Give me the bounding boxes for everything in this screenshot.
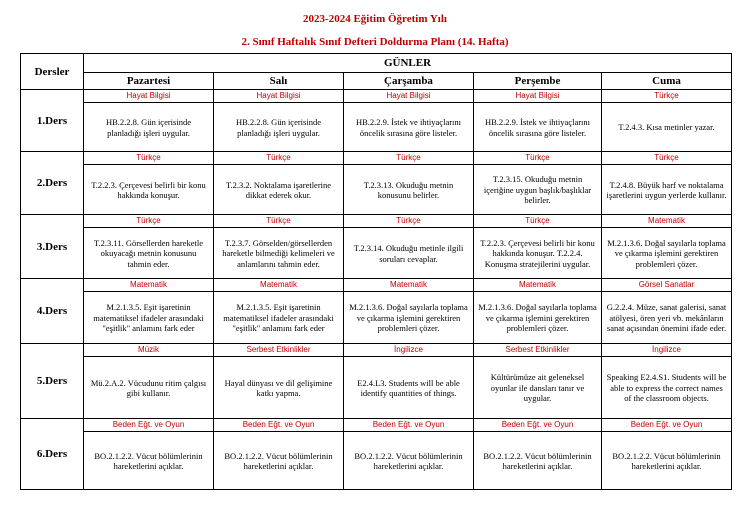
- lesson-row: [21, 419, 732, 490]
- achievement-text: M.2.1.3.5. Eşit işaretinin matematiksel ifadeler arasındaki "eşitlik" anlamını fark eder: [93, 302, 204, 334]
- subject-label: Türkçe: [474, 152, 601, 165]
- lesson-cell: [344, 419, 474, 490]
- achievement-text: T.2.4.3. Kısa metinler yazar.: [618, 122, 715, 133]
- subject-label: Türkçe: [84, 215, 213, 228]
- lesson-cell: [84, 279, 214, 344]
- subject-label: Türkçe: [602, 90, 731, 103]
- achievement-text: Kültürümüze ait geleneksel oyunlar ile dansları tanır ve uygular.: [490, 372, 585, 404]
- lesson-cell: [344, 90, 474, 152]
- lesson-cell: [84, 152, 214, 215]
- achievement-text: E2.4.L3. Students will be able identify quantities of things.: [357, 377, 460, 398]
- lesson-label: 2.Ders: [21, 152, 84, 215]
- lesson-row: [21, 90, 732, 152]
- lesson-cell: [344, 152, 474, 215]
- lesson-label: 4.Ders: [21, 279, 84, 344]
- page-subtitle: 2. Sınıf Haftalık Sınıf Defteri Doldurma Planı (14. Hafta): [241, 36, 509, 48]
- gunler-header: GÜNLER: [84, 54, 732, 73]
- subject-label: Beden Eğt. ve Oyun: [84, 419, 213, 432]
- achievement-text: M.2.1.3.6. Doğal sayılarla toplama ve çıkarma işlemini gerektiren problemleri çözer.: [478, 302, 597, 334]
- achievement-text: T.2.3.7. Görselden/görsellerden hareketle bilmediği kelimeleri ve anlamlarını tahmin eder.: [222, 237, 335, 269]
- lesson-cell: [474, 419, 602, 490]
- subject-label: Serbest Etkinlikler: [214, 344, 343, 357]
- lesson-cell: [602, 90, 732, 152]
- lesson-cell: [344, 215, 474, 279]
- lesson-row: [21, 344, 732, 419]
- day-header-cuma: Cuma: [602, 73, 732, 90]
- lesson-cell: [214, 279, 344, 344]
- subject-label: Beden Eğt. ve Oyun: [344, 419, 473, 432]
- subject-label: Türkçe: [344, 215, 473, 228]
- lesson-row: [21, 279, 732, 344]
- lesson-cell: [214, 419, 344, 490]
- achievement-text: Hayal dünyası ve dil gelişimine katkı yapma.: [224, 377, 333, 398]
- subject-label: Serbest Etkinlikler: [474, 344, 601, 357]
- day-header-carsamba: Çarşamba: [344, 73, 474, 90]
- lesson-row: [21, 152, 732, 215]
- subject-label: Matematik: [84, 279, 213, 292]
- lesson-cell: [474, 215, 602, 279]
- lesson-row: [21, 215, 732, 279]
- achievement-text: BO.2.1.2.2. Vücut bölümlerinin hareketlerini açıklar.: [94, 450, 203, 471]
- achievement-text: T.2.3.2. Noktalama işaretlerine dikkat ederek okur.: [225, 179, 332, 200]
- achievement-text: HB.2.2.8. Gün içerisinde planladığı işleri uygular.: [236, 117, 321, 138]
- achievement-text: T.2.3.11. Görsellerden hareketle okuyacağı metnin konusunu tahmin eder.: [93, 237, 204, 269]
- lesson-cell: [602, 419, 732, 490]
- lesson-cell: [214, 90, 344, 152]
- lesson-cell: [602, 279, 732, 344]
- lesson-cell: [474, 344, 602, 419]
- achievement-text: Mü.2.A.2. Vücudunu ritim çalgısı gibi kullanır.: [90, 377, 207, 398]
- subject-label: Türkçe: [602, 152, 731, 165]
- achievement-text: M.2.1.3.5. Eşit işaretinin matematiksel ifadeler arasındaki "eşitlik" anlamını fark eder: [223, 302, 334, 334]
- subject-label: Türkçe: [474, 215, 601, 228]
- subject-label: Hayat Bilgisi: [474, 90, 601, 103]
- subject-label: Beden Eğt. ve Oyun: [214, 419, 343, 432]
- lesson-cell: [344, 344, 474, 419]
- day-header-persembe: Perşembe: [474, 73, 602, 90]
- lesson-cell: [84, 419, 214, 490]
- achievement-text: G.2.2.4. Müze, sanat galerisi, sanat atölyesi, ören yeri vb. mekânların sanat açısından önemini ifade eder.: [606, 302, 727, 334]
- subject-label: Görsel Sanatlar: [602, 279, 731, 292]
- subject-label: Türkçe: [344, 152, 473, 165]
- day-header-sali: Salı: [214, 73, 344, 90]
- achievement-text: HB.2.2.8. Gün içerisinde planladığı işleri uygular.: [106, 117, 191, 138]
- subject-label: Beden Eğt. ve Oyun: [602, 419, 731, 432]
- lesson-cell: [474, 152, 602, 215]
- subject-label: Hayat Bilgisi: [344, 90, 473, 103]
- subject-label: Hayat Bilgisi: [214, 90, 343, 103]
- achievement-text: T.2.3.15. Okuduğu metnin içeriğine uygun başlık/başlıklar belirler.: [483, 174, 592, 206]
- achievement-text: BO.2.1.2.2. Vücut bölümlerinin hareketlerini açıklar.: [224, 450, 333, 471]
- lesson-cell: [602, 215, 732, 279]
- day-header-pazartesi: Pazartesi: [84, 73, 214, 90]
- achievement-text: T.2.4.8. Büyük harf ve noktalama işaretlerini uygun yerlerde kullanır.: [606, 179, 727, 200]
- subject-label: Matematik: [602, 215, 731, 228]
- lesson-label: 6.Ders: [21, 419, 84, 490]
- subject-label: İngilizce: [602, 344, 731, 357]
- lesson-cell: [214, 215, 344, 279]
- achievement-text: T.2.3.13. Okuduğu metnin konusunu belirler.: [363, 179, 454, 200]
- achievement-text: BO.2.1.2.2. Vücut bölümlerinin hareketlerini açıklar.: [354, 450, 463, 471]
- achievement-text: HB.2.2.9. İstek ve ihtiyaçlarını öncelik sırasına göre listeler.: [355, 117, 462, 138]
- lesson-label: 3.Ders: [21, 215, 84, 279]
- subject-label: İngilizce: [344, 344, 473, 357]
- achievement-text: BO.2.1.2.2. Vücut bölümlerinin hareketlerini açıklar.: [612, 450, 721, 471]
- page-title: 2023-2024 Eğitim Öğretim Yılı: [303, 13, 447, 25]
- lesson-cell: [602, 344, 732, 419]
- achievement-text: M.2.1.3.6. Doğal sayılarla toplama ve çıkarma işlemini gerektiren problemleri çözer.: [349, 302, 468, 334]
- lesson-label: 5.Ders: [21, 344, 84, 419]
- subject-label: Matematik: [474, 279, 601, 292]
- achievement-text: T.2.2.3. Çerçevesi belirli bir konu hakkında konuşur. T.2.2.4. Konuşma stratejilerini uygular.: [480, 237, 595, 269]
- achievement-text: T.2.2.3. Çerçevesi belirli bir konu hakkında konuşur.: [91, 179, 206, 200]
- subject-label: Hayat Bilgisi: [84, 90, 213, 103]
- achievement-text: HB.2.2.9. İstek ve ihtiyaçlarını öncelik sırasına göre listeler.: [484, 117, 591, 138]
- lesson-cell: [602, 152, 732, 215]
- subject-label: Türkçe: [84, 152, 213, 165]
- lesson-cell: [214, 152, 344, 215]
- lesson-cell: [474, 90, 602, 152]
- achievement-text: M.2.1.3.6. Doğal sayılarla toplama ve çıkarma işlemini gerektiren problemleri çözer.: [607, 237, 726, 269]
- lesson-cell: [84, 215, 214, 279]
- achievement-text: BO.2.1.2.2. Vücut bölümlerinin hareketlerini açıklar.: [483, 450, 592, 471]
- lesson-cell: [344, 279, 474, 344]
- weekly-plan-table: [20, 53, 732, 490]
- lesson-cell: [474, 279, 602, 344]
- lesson-cell: [84, 90, 214, 152]
- subject-label: Beden Eğt. ve Oyun: [474, 419, 601, 432]
- lesson-cell: [84, 344, 214, 419]
- lesson-cell: [214, 344, 344, 419]
- dersler-header: Dersler: [21, 54, 84, 90]
- subject-label: Müzik: [84, 344, 213, 357]
- subject-label: Türkçe: [214, 152, 343, 165]
- subject-label: Matematik: [214, 279, 343, 292]
- lesson-label: 1.Ders: [21, 90, 84, 152]
- achievement-text: Speaking E2.4.S1. Students will be able to express the correct names of the classroom objects.: [606, 372, 727, 404]
- subject-label: Matematik: [344, 279, 473, 292]
- subject-label: Türkçe: [214, 215, 343, 228]
- achievement-text: T.2.3.14. Okuduğu metinle ilgili soruları cevaplar.: [353, 243, 464, 264]
